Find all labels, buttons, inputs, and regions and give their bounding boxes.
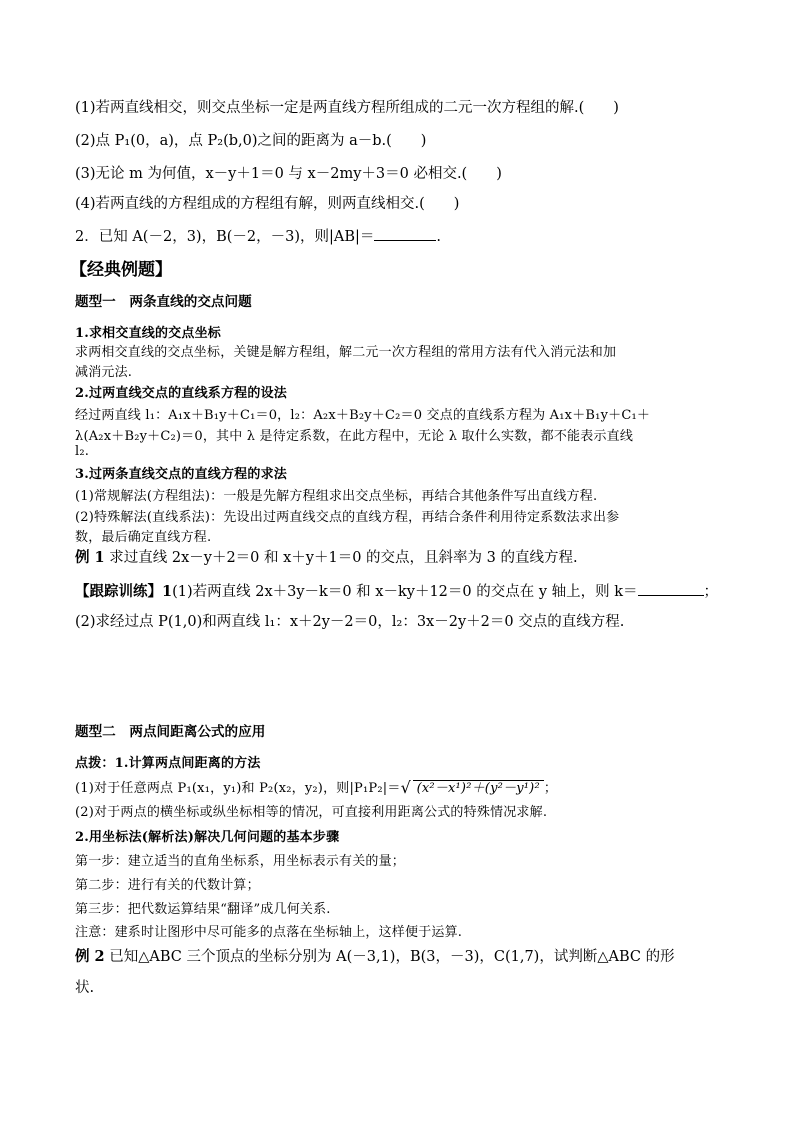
- type2-tip: [75, 752, 734, 771]
- distance-formula-suffix: ；: [543, 781, 558, 796]
- example-2-continued: 状.: [75, 980, 95, 996]
- section-title: 【经典例题】: [70, 260, 172, 280]
- type1-para-3b: (2)特殊解法(直线系法)：先设出过两直线交点的直线方程，再结合条件利用待定系数法求出参: [75, 510, 620, 525]
- sqrt-symbol: [401, 780, 544, 797]
- track-training-1-end: ；: [703, 584, 719, 600]
- track-training-2: (2)求经过点 P(1,0)和两直线 l₁：x＋2y－2＝0，l₂：3x－2y＋2＝0 交点的直线方程.: [75, 614, 625, 630]
- type2-title: 题型二 两点间距离公式的应用: [75, 724, 266, 740]
- distance-formula: [75, 777, 734, 797]
- question-2: [75, 225, 734, 246]
- type1-para-2a: 经过两直线 l₁：A₁x＋B₁y＋C₁＝0，l₂：A₂x＋B₂y＋C₂＝0 交点的直线系方程为 A₁x＋B₁y＋C₁＋: [75, 408, 651, 423]
- type1-heading-3: 3.过两条直线交点的直线方程的求法: [75, 467, 287, 482]
- tf-question-4: (4)若两直线的方程组成的方程组有解，则两直线相交.( ): [75, 196, 460, 212]
- type1-para-2c: l₂.: [75, 444, 90, 459]
- example-2-label: 例 2: [75, 948, 105, 965]
- type2-para-1b: (2)对于两点的横坐标或纵坐标相等的情况，可直接利用距离公式的特殊情况求解.: [75, 805, 548, 820]
- tip-label: 点拨：: [75, 756, 115, 771]
- question-2-text: 2．已知 A(－2，3)，B(－2，－3)，则|AB|＝: [75, 229, 375, 245]
- type1-para-1b: 减消元法.: [75, 365, 133, 380]
- track-training-1: [75, 580, 734, 601]
- type1-para-3a: (1)常规解法(方程组法)：一般是先解方程组求出交点坐标，再结合其他条件写出直线方程.: [75, 489, 598, 504]
- step-3: 第三步：把代数运算结果“翻译”成几何关系.: [75, 902, 331, 917]
- type1-para-2b: λ(A₂x＋B₂y＋C₂)＝0，其中 λ 是待定系数，在此方程中，无论 λ 取什么实数，都不能表示直线: [75, 429, 634, 444]
- example-1-text: 求过直线 2x－y＋2＝0 和 x＋y＋1＝0 的交点，且斜率为 3 的直线方程.: [109, 550, 578, 566]
- distance-formula-prefix: (1)对于任意两点 P₁(x₁，y₁)和 P₂(x₂，y₂)，则|P₁P₂|＝: [75, 781, 401, 796]
- example-1-label: 例 1: [75, 549, 105, 566]
- type1-para-1a: 求两相交直线的交点坐标，关键是解方程组，解二元一次方程组的常用方法有代入消元法和加: [75, 345, 617, 360]
- type1-heading-2: 2.过两直线交点的直线系方程的设法: [75, 386, 287, 401]
- type1-title: 题型一 两条直线的交点问题: [75, 294, 252, 310]
- type1-para-3c: 数，最后确定直线方程.: [75, 530, 212, 545]
- type1-heading-1: 1.求相交直线的交点坐标: [75, 326, 221, 341]
- step-1: 第一步：建立适当的直角坐标系，用坐标表示有关的量；: [75, 854, 406, 869]
- step-2: 第二步：进行有关的代数计算；: [75, 878, 260, 893]
- example-2: [75, 945, 734, 966]
- question-2-end: .: [436, 229, 441, 245]
- answer-blank[interactable]: [374, 228, 436, 241]
- track-training-1-text: (1)若两直线 2x＋3y－k＝0 和 x－ky＋12＝0 的交点在 y 轴上，则 k＝: [172, 584, 638, 600]
- example-1: [75, 546, 734, 567]
- answer-blank-k[interactable]: [638, 583, 704, 596]
- tf-question-3: (3)无论 m 为何值，x－y＋1＝0 与 x－2my＋3＝0 必相交.( ): [75, 166, 502, 182]
- tf-question-1: (1)若两直线相交，则交点坐标一定是两直线方程所组成的二元一次方程组的解.( ): [75, 100, 619, 116]
- tf-question-2: (2)点 P₁(0，a)，点 P₂(b,0)之间的距离为 a－b.( ): [75, 133, 427, 149]
- type2-heading-2: 2.用坐标法(解析法)解决几何问题的基本步骤: [75, 830, 340, 845]
- type2-heading-1: 1.计算两点间距离的方法: [114, 756, 261, 771]
- example-2-text: 已知△ABC 三个顶点的坐标分别为 A(－3,1)，B(3，－3)，C(1,7)，试判断△ABC 的形: [109, 949, 675, 965]
- distance-formula-radicand: (x²－x¹)²＋(y²－y¹)²: [413, 780, 544, 797]
- note: 注意：建系时让图形中尽可能多的点落在坐标轴上，这样便于运算.: [75, 925, 463, 940]
- track-training-label: 【跟踪训练】1: [75, 583, 173, 600]
